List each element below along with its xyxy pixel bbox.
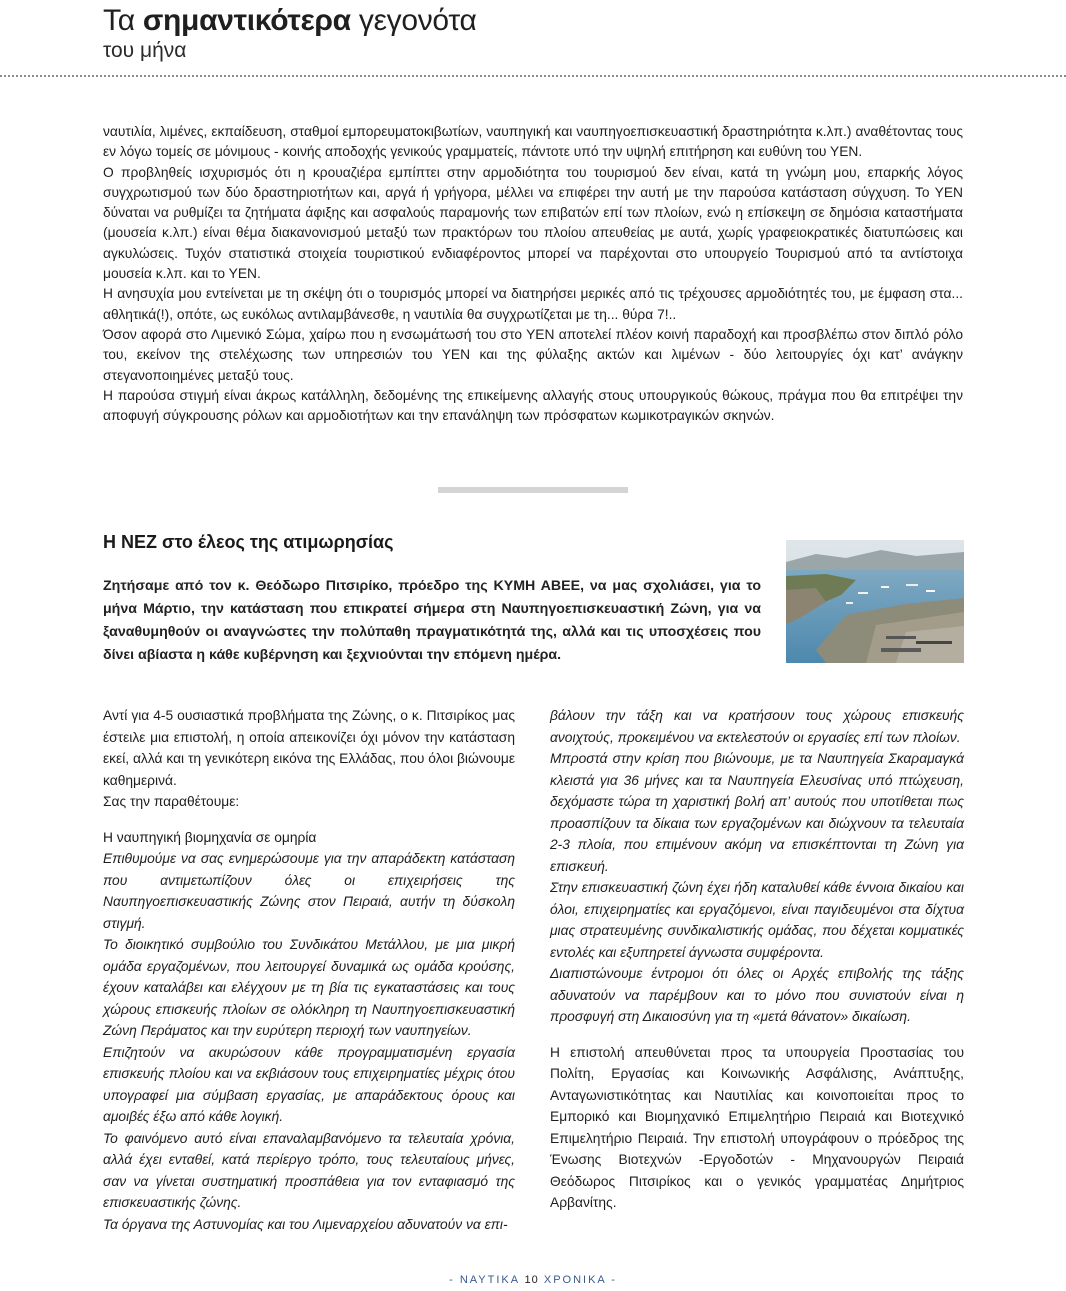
- right-column: [550, 705, 964, 1214]
- page-subtitle: του μήνα: [103, 39, 187, 62]
- letter-paragraph: Τα όργανα της Αστυνομίας και του Λιμεναρχείου αδυνατούν να επι-: [103, 1216, 508, 1232]
- page-title: [103, 4, 477, 38]
- paragraph-gap: [550, 1028, 964, 1042]
- page-number: 10: [524, 1274, 539, 1286]
- letter-paragraph: Μπροστά στην κρίση που βιώνουμε, με τα Ναυπηγεία Σκαραμαγκά κλειστά για 36 μήνες και τα Ναυπηγεία Ελευσίνας υπό πτώχευση, δεχόμαστε τώρα τη χαριστική βολή απ’ αυτούς που υποτίθεται πως προασπίζουν τα δίκαια των εργαζομένων και διώχνουν τα τελευταία 2-3 πλοία, που επιμένουν ακόμη να επισκέπτονται τη Ζώνη για επισκευή.: [550, 751, 964, 874]
- letter-paragraph: Το φαινόμενο αυτό είναι επαναλαμβανόμενο τα τελευταία χρόνια, αλλά έχει ενταθεί, κατά περίεργο τρόπο, τους τελευταίους μήνες, σαν να γίνεται συστηματική προσπάθεια για τον ενταφιασμό της επισκευαστικής ζώνης.: [103, 1130, 515, 1210]
- body-paragraph: Η επιστολή απευθύνεται προς τα υπουργεία Προστασίας του Πολίτη, Εργασίας και Κοινωνικής Ασφάλισης, Ανάπτυξης, Ανταγωνιστικότητας και Ναυτιλίας και κοινοποιείται προς το Εμπορικό και Βιομηχανικό Επιμελητήριο Πειραιά και Βιοτεχνικό Επιμελητήριο Πειραιά. Την επιστολή υπογράφουν ο πρόεδρος της Ένωσης Βιοτεχνών -Εργοδοτών - Μηχανουργών Πειραιά Θεόδωρος Πιτσιρίκος και ο γενικός γραμματέας Δημήτριος Αρβανίτης.: [550, 1044, 964, 1210]
- intro-paragraph: Όσον αφορά στο Λιμενικό Σώμα, χαίρω που η ενσωμάτωσή του στο ΥΕΝ αποτελεί πλέον κοινή παραδοχή και προσβλέπω στον διπλό ρόλο του, εκείνον της στελέχωσης των υπηρεσιών του ΥΕΝ και της φύλαξης ακτών και λιμένων - δύο λειτουργίες όχι κατ’ ανάγκην στεγανοποιημένες μεταξύ τους.: [103, 326, 963, 383]
- letter-paragraph: Επιθυμούμε να σας ενημερώσουμε για την απαράδεκτη κατάσταση που αντιμετωπίζουν όλες οι επιχειρήσεις της Ναυπηγοεπισκευαστικής Ζώνης στον Πειραιά, αυτήν τη δύσκολη στιγμή.: [103, 851, 515, 931]
- page-footer: [0, 1274, 1066, 1286]
- letter-subheading: Η ναυπηγική βιομηχανία σε ομηρία: [103, 829, 317, 845]
- shipyard-photo-graphic: [786, 540, 964, 663]
- intro-paragraph: Ο προβληθείς ισχυρισμός ότι η κρουαζιέρα εμπίπτει στην αρμοδιότητα του τουρισμού δεν είναι, κατά τη γνώμη μου, επαρκής λόγος συγχρωτισμού των δύο δραστηριοτήτων και, αργά ή γρήγορα, μέλλει να επιφέρει την αυτή με την παρούσα κατάσταση σύγχυση. Το ΥΕΝ δύναται να ρυθμίζει τα ζητήματα άφιξης και ασφαλούς παραμονής των επιβατών επί των πλοίων, ενώ η επίσκεψη σε δημόσια καταστήματα (μουσεία κ.λπ.) είναι θέμα διακανονισμού μεταξύ των πρακτόρων του πλοίου απευθείας με αυτά, χωρίς γραφειοκρατικές διατυπώσεις και αγκυλώσεις. Τυχόν στατιστικά στοιχεία τουριστικού ενδιαφέροντος μπορεί να παρέχονται στο υπουργείο Τουρισμού από τα αντίστοιχα μουσεία κ.λπ. και το ΥΕΝ.: [103, 164, 963, 282]
- letter-paragraph: βάλουν την τάξη και να κρατήσουν τους χώρους επισκευής ανοιχτούς, προκειμένου να εκτελεστούν οι εργασίες επί των πλοίων.: [550, 708, 964, 745]
- section-lead: Ζητήσαμε από τον κ. Θεόδωρο Πιτσιρίκο, πρόεδρο της ΚΥΜΗ ΑΒΕΕ, να μας σχολιάσει, για το μήνα Μάρτιο, την κατάσταση που επικρατεί σήμερα στη Ναυπηγοεπισκευαστική Ζώνη, για να ξαναθυμηθούν οι αναγνώστες την πολύπαθη πραγματικότητά της, αλλά και τις υποσχέσεις που δίνει αβίαστα η κάθε κυβέρνηση και ξεχνιούνται την επόμενη ημέρα.: [103, 578, 761, 663]
- shipyard-aerial-photo: [786, 540, 964, 663]
- title-prefix: Τα: [103, 4, 143, 37]
- intro-paragraph: Η ανησυχία μου εντείνεται με τη σκέψη ότι ο τουρισμός μπορεί να διατηρήσει μερικές από τις τρέχουσες αρμοδιότητές του, με έμφαση στα... αθλητικά(!), οπότε, ως ευκόλως αντιλαμβάνεσθε, η ναυτιλία θα συγχρωτίζεται με τη... θύρα 7!..: [103, 286, 963, 322]
- paragraph-gap: [103, 813, 515, 827]
- body-paragraph: Σας την παραθέτουμε:: [103, 794, 240, 809]
- body-paragraph: Αντί για 4-5 ουσιαστικά προβλήματα της Ζώνης, ο κ. Πιτσιρίκος μας έστειλε μια επιστολή, η οποία απεικονίζει όχι μόνον την κατάσταση εκεί, αλλά και τη γενικότερη εικόνα της Ελλάδας, που όλοι βιώνουμε καθημερινά.: [103, 708, 515, 788]
- intro-text: [103, 122, 963, 426]
- intro-paragraph: ναυτιλία, λιμένες, εκπαίδευση, σταθμοί εμπορευματοκιβωτίων, ναυπηγική και ναυπηγοεπισκευαστική δραστηριότητα κ.λπ.) αναθέτοντας τους εν λόγω τομείς σε μόνιμους - κοινής αποδοχής γενικούς γραμματείς, πάντοτε υπό την υψηλή επιτήρηση και ευθύνη του ΥΕΝ.: [103, 124, 963, 160]
- intro-paragraph: Η παρούσα στιγμή είναι άκρως κατάλληλη, δεδομένης της επικείμενης αλλαγής στους υπουργικούς θώκους, πράγμα που θα επιτρέψει την αποφυγή σύγκρουσης ρόλων και αρμοδιοτήτων και την επανάληψη των πρόσφατων κωμικοτραγικών σκηνών.: [103, 387, 963, 424]
- footer-magazine-right: ΧΡΟΝΙΚΑ -: [543, 1274, 617, 1286]
- section-heading: Η ΝΕΖ στο έλεος της ατιμωρησίας: [103, 532, 394, 552]
- title-bold: σημαντικότερα: [142, 4, 351, 37]
- letter-paragraph: Το διοικητικό συμβούλιο του Συνδικάτου Μετάλλου, με μια μικρή ομάδα εργαζομένων, που λειτουργεί δυναμικά ως ομάδα κρούσης, έχουν καταλάβει και ελέγχουν με τη βία τις εγκαταστάσεις και τους χώρους επισκευής πλοίων σε ολόκληρη τη Ναυπηγοεπισκευαστική Ζώνη Περάματος και την ευρύτερη περιοχή των ναυπηγείων.: [103, 937, 515, 1038]
- header-divider: [0, 75, 1066, 77]
- page-header: [103, 4, 477, 62]
- letter-paragraph: Επιζητούν να ακυρώσουν κάθε προγραμματισμένη εργασία επισκευής πλοίου και να εκβιάσουν τους επιχειρηματίες μέχρις ότου υπογραφεί μια σύμβαση εργασίας, με απαράδεκτους όρους και αμοιβές έξω από κάθε λογική.: [103, 1044, 515, 1124]
- left-column: [103, 705, 515, 1235]
- footer-magazine-left: - ΝΑΥΤΙΚΑ: [449, 1274, 520, 1286]
- section-separator: [438, 487, 628, 493]
- letter-paragraph: Στην επισκευαστική ζώνη έχει ήδη καταλυθεί κάθε έννοια δικαίου και όλοι, επιχειρηματίες και εργαζόμενοι, είναι παγιδευμένοι στα δίχτυα μιας στρατευμένης συνδικαλιστικής ομάδας, που δέχεται κομματικές εντολές και εξυπηρετεί άγνωστα συμφέροντα.: [550, 880, 964, 960]
- title-suffix: γεγονότα: [350, 4, 477, 37]
- letter-paragraph: Διαπιστώνουμε έντρομοι ότι όλες οι Αρχές επιβολής της τάξης αδυνατούν να παρέμβουν και το μόνο που συνιστούν είναι η προσφυγή στη Δικαιοσύνη για τη «μετά θάνατον» δικαίωση.: [550, 966, 964, 1024]
